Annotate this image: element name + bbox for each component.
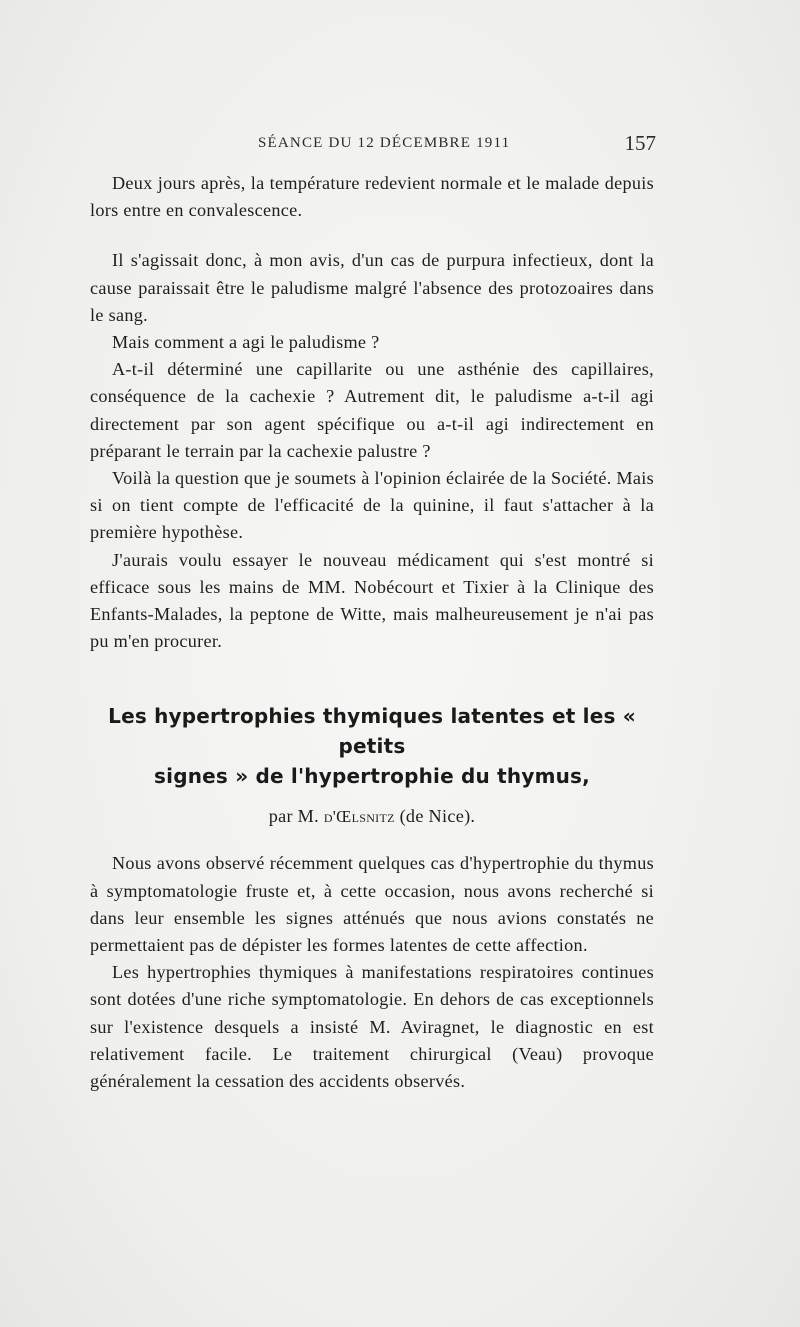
article-title-line-2: signes » de l'hypertrophie du thymus, (154, 764, 590, 789)
paragraph-convalescence: Deux jours après, la température redevient normale et le malade depuis lors entre en convalescence. (90, 173, 654, 221)
page-header (90, 131, 656, 161)
byline-prefix: par M. (268, 806, 319, 827)
paragraph-gap (90, 224, 654, 247)
article-title (90, 701, 654, 791)
paragraph-societe: Voilà la question que je soumets à l'opinion éclairée de la Société. Mais si on tient compte de l'efficacité de la quinine, il faut s'attacher à la première hypothèse. (90, 468, 654, 543)
article-title-line-1: Les hypertrophies thymiques latentes et les « petits (108, 704, 636, 759)
article-byline (90, 803, 654, 830)
paragraph-purpura: Il s'agissait donc, à mon avis, d'un cas de purpura infectieux, dont la cause paraissait être le paludisme malgré l'absence des protozoaires dans le sang. (90, 250, 654, 325)
paragraph-capillarite: A-t-il déterminé une capillarite ou une asthénie des capillaires, conséquence de la cachexie ? Autrement dit, le paludisme a-t-il agi directement par son agent spécifique ou a-t-il agi indirectement en préparant le terrain par la cachexie palustre ? (90, 359, 654, 461)
paragraph-peptone: J'aurais voulu essayer le nouveau médicament qui s'est montré si efficace sous les mains de MM. Nobécourt et Tixier à la Clinique des Enfants-Malades, la peptone de Witte, mais malheureusement je n'ai pas pu m'en procurer. (90, 549, 654, 652)
byline-author: d'Œlsnitz (323, 807, 395, 827)
byline-suffix: (de Nice). (399, 806, 476, 827)
page-body (90, 170, 654, 1095)
running-head: SÉANCE DU 12 DÉCEMBRE 1911 (258, 135, 511, 151)
section-gap (90, 830, 654, 850)
paragraph-question: Mais comment a agi le paludisme ? (112, 332, 380, 353)
page-number: 157 (624, 131, 656, 155)
paragraph-symptomatologie: Les hypertrophies thymiques à manifestations respiratoires continues sont dotées d'une riche symptomatologie. En dehors de cas exceptionnels sur l'existence desquels a insisté M. Aviragnet, le diagnostic en est relativement facile. Le traitement chirurgical (Veau) provoque généralement la cessation des accidents observés. (90, 962, 654, 1092)
paragraph-observations: Nous avons observé récemment quelques cas d'hypertrophie du thymus à symptomatologie fruste et, à cette occasion, nous avons recherché si dans leur ensemble les signes atténués que nous avions constatés ne permettaient pas de dépister les formes latentes de cette affection. (90, 853, 654, 956)
